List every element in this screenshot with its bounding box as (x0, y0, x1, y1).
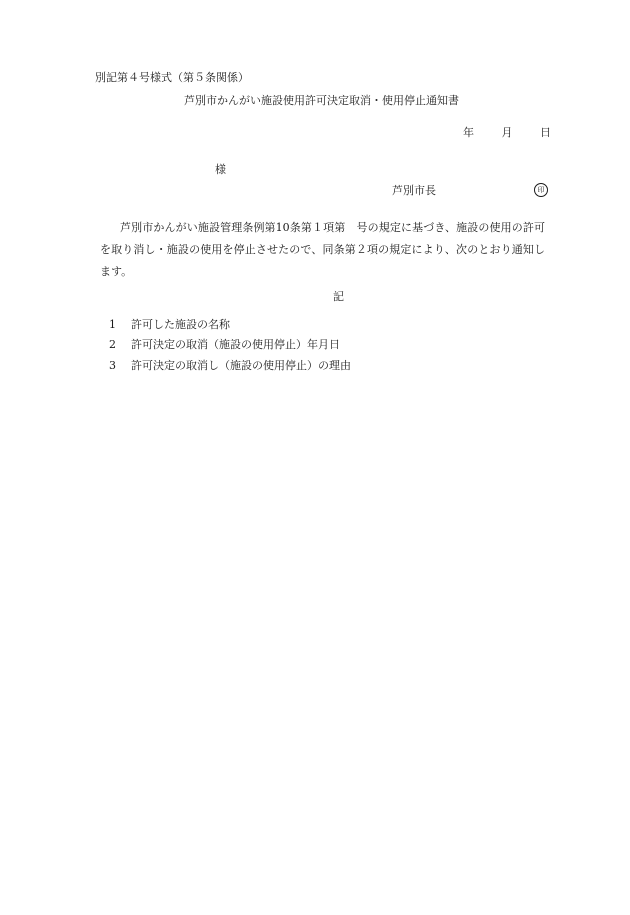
form-label: 別記第４号様式（第５条関係） (95, 71, 249, 84)
sender-name: 芦別市長 (392, 184, 436, 197)
list-item (109, 360, 351, 371)
item-text: 許可決定の取消し（施設の使用停止）の理由 (131, 359, 351, 372)
date-day-label: 日 (540, 126, 551, 139)
item-number: 1 (109, 318, 116, 331)
record-heading: 記 (333, 290, 344, 303)
item-number: 3 (109, 359, 116, 372)
date-line (463, 127, 551, 138)
item-text: 許可決定の取消（施設の使用停止）年月日 (131, 338, 340, 351)
body-text: 芦別市かんがい施設管理条例第10条第１項第 号の規定に基づき、施設の使用の許可を取り消し・施設の使用を停止させたので、同条第２項の規定により、次のとおり通知します。 (100, 221, 545, 278)
date-month-label: 月 (501, 126, 513, 139)
seal-icon: 印 (534, 183, 548, 197)
document-title: 芦別市かんがい施設使用許可決定取消・使用停止通知書 (184, 94, 459, 107)
list-item (109, 319, 230, 330)
list-item (109, 339, 340, 350)
item-text: 許可した施設の名称 (131, 318, 230, 331)
date-year-label: 年 (463, 126, 474, 139)
addressee-suffix: 様 (215, 163, 226, 176)
item-number: 2 (109, 338, 116, 351)
